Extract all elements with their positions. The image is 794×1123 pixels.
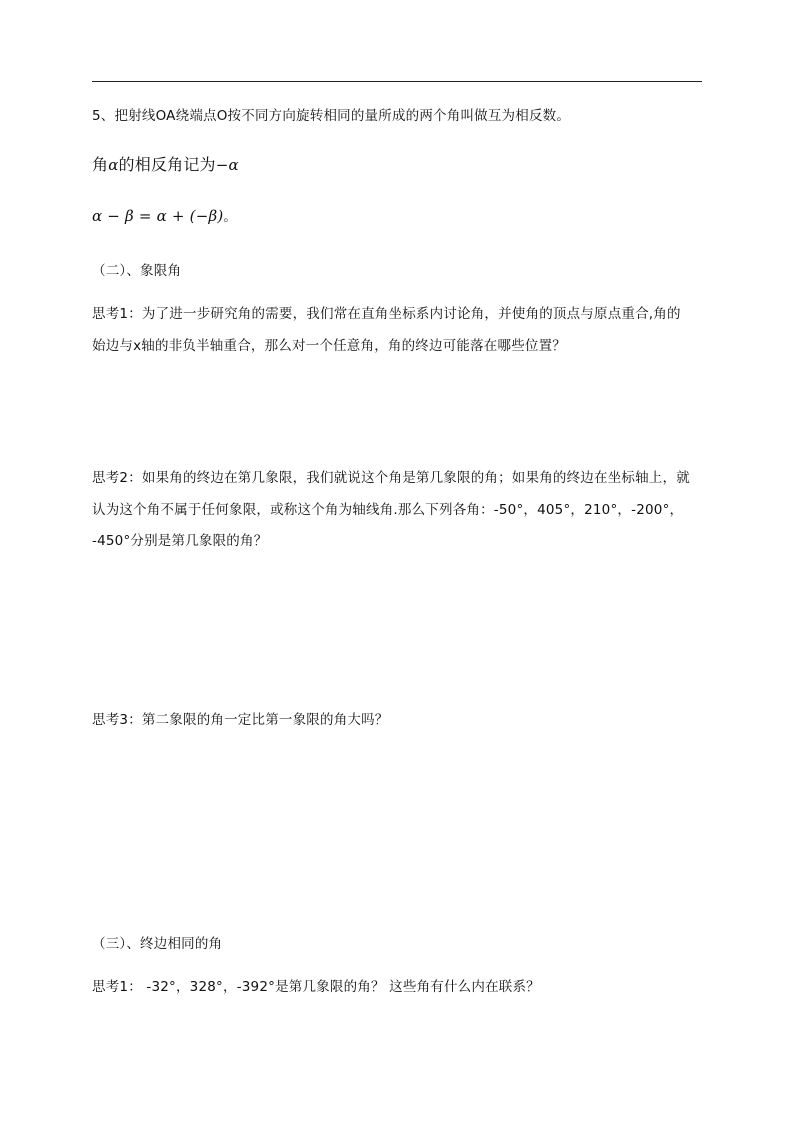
think-2-line-2: 认为这个角不属于任何象限，或称这个角为轴线角.那么下列各角：-50°，405°，210°，-200°， xyxy=(92,502,684,518)
think-2-line-1: 思考2：如果角的终边在第几象限，我们就说这个角是第几象限的角；如果角的终边在坐标轴上，就 xyxy=(92,470,690,486)
formula-end: 。 xyxy=(223,209,238,225)
notation-prefix: 角 xyxy=(92,155,109,174)
formula-expression: α − β = α + (−β) xyxy=(92,207,224,225)
section-heading-quadrant-angles: （二）、象限角 xyxy=(92,263,182,279)
think-1-line-1: 思考1：为了进一步研究角的需要，我们常在直角坐标系内讨论角，并使角的顶点与原点重合,角的 xyxy=(92,306,681,322)
think-3: 思考3：第二象限的角一定比第一象限的角大吗？ xyxy=(92,712,389,728)
item-5-definition: 5、把射线OA绕端点O按不同方向旋转相同的量所成的两个角叫做互为相反数。 xyxy=(92,108,571,124)
think-2-line-3: -450°分别是第几象限的角？ xyxy=(92,533,268,549)
think-1-line-2: 始边与x轴的非负半轴重合，那么对一个任意角，角的终边可能落在哪些位置？ xyxy=(92,338,566,354)
notation-mid: 的相反角记为 xyxy=(118,155,216,174)
subtraction-formula xyxy=(92,205,237,225)
section-heading-coterminal-angles: （三）、终边相同的角 xyxy=(92,936,223,952)
think-coterminal: 思考1： -32°，328°，-392°是第几象限的角？ 这些角有什么内在联系？ xyxy=(92,979,540,995)
header-rule xyxy=(92,81,702,82)
notation-alpha: α xyxy=(108,156,119,174)
notation-neg-alpha: −α xyxy=(215,156,239,174)
opposite-angle-notation xyxy=(92,152,239,175)
